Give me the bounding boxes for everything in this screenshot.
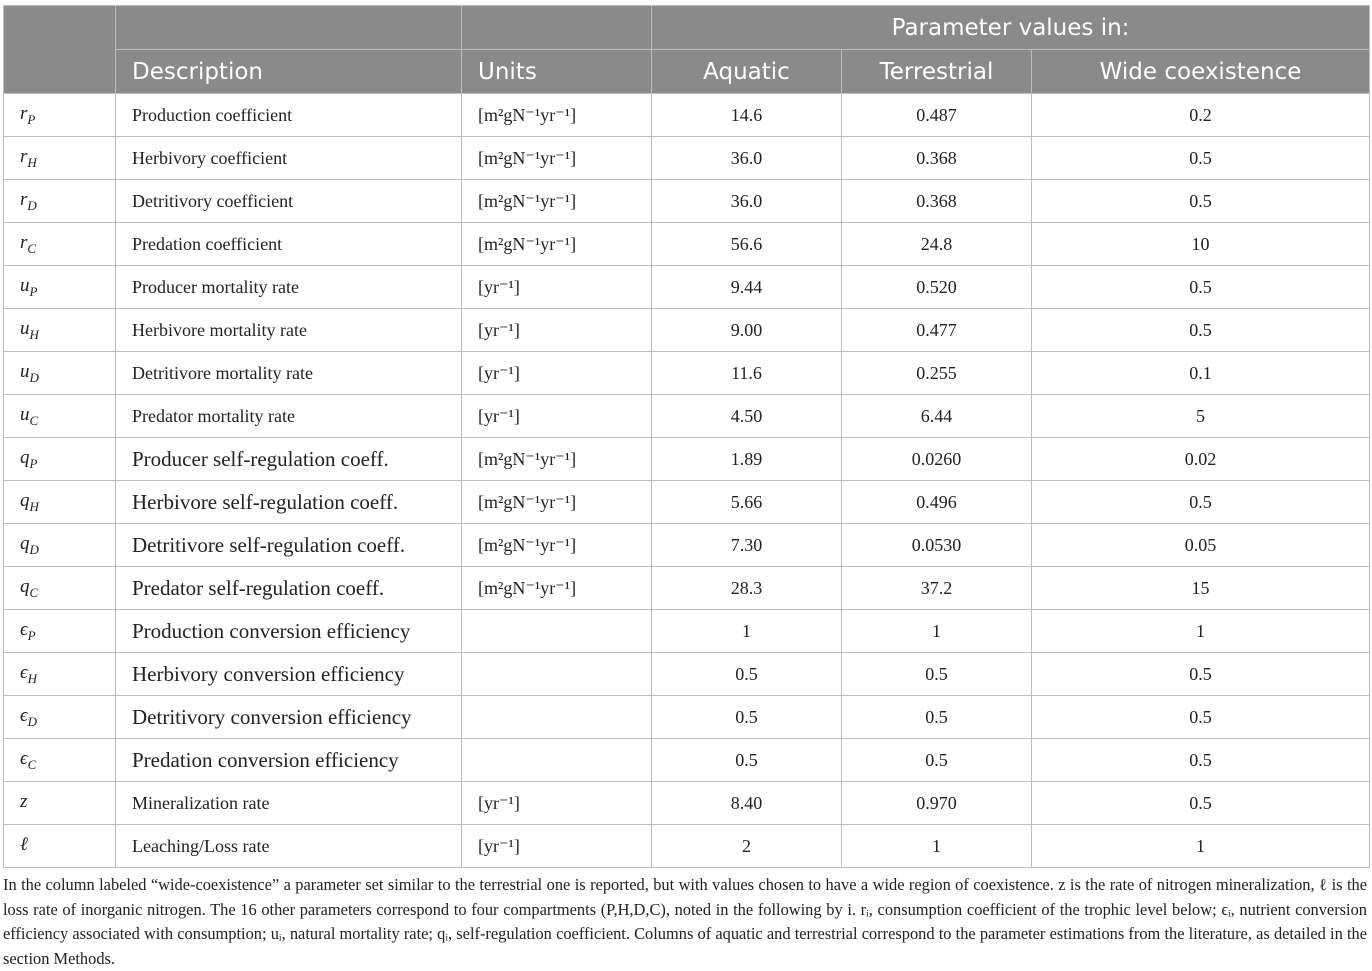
value-aquatic: 36.0	[652, 137, 842, 180]
value-wide-coexistence: 0.5	[1032, 782, 1370, 825]
table-row	[4, 309, 1370, 352]
parameter-symbol-base: ϵ	[20, 704, 28, 726]
value-aquatic: 0.5	[652, 696, 842, 739]
parameter-symbol	[4, 825, 116, 868]
parameter-symbol	[4, 696, 116, 739]
value-wide-coexistence: 5	[1032, 395, 1370, 438]
table-row	[4, 653, 1370, 696]
parameter-description: Predation conversion efficiency	[116, 739, 462, 782]
parameter-symbol-base: q	[20, 489, 30, 511]
parameter-symbol-subscript: P	[29, 455, 38, 471]
parameter-units: [m²gN⁻¹yr⁻¹]	[462, 481, 652, 524]
value-terrestrial: 1	[842, 610, 1032, 653]
parameter-symbol-base: r	[20, 102, 28, 124]
value-wide-coexistence: 1	[1032, 825, 1370, 868]
value-aquatic: 8.40	[652, 782, 842, 825]
parameter-description: Producer self-regulation coeff.	[116, 438, 462, 481]
value-terrestrial: 0.487	[842, 94, 1032, 137]
parameter-symbol-subscript: H	[27, 670, 38, 686]
parameter-description: Predator self-regulation coeff.	[116, 567, 462, 610]
parameter-description: Herbivory conversion efficiency	[116, 653, 462, 696]
table-caption: In the column labeled “wide-coexistence” a parameter set similar to the terrestrial one is reported, but with values chosen to have a wide region of coexistence. z is the rate of nitrogen mineralization, ℓ is the loss rate of inorganic nitrogen. The 16 other parameters correspond to four compartments (P,H,D,C), noted in the following by i. rᵢ, consumption coefficient of the trophic level below; ϵᵢ, nutrient conversion efficiency associated with consumption; uᵢ, natural mortality rate; qᵢ, self-regulation coefficient. Columns of aquatic and terrestrial correspond to the parameter estimations from the literature, as detailed in the section Methods.	[3, 875, 1367, 968]
parameter-symbol	[4, 567, 116, 610]
table-row	[4, 266, 1370, 309]
value-terrestrial: 0.5	[842, 739, 1032, 782]
parameter-symbol-subscript: P	[27, 111, 36, 127]
parameter-units: [yr⁻¹]	[462, 352, 652, 395]
parameter-symbol-base: u	[20, 317, 30, 339]
parameter-symbol-subscript: P	[27, 627, 36, 643]
parameter-description: Leaching/Loss rate	[116, 825, 462, 868]
value-aquatic: 5.66	[652, 481, 842, 524]
parameter-symbol-subscript: D	[27, 713, 38, 729]
parameter-units	[462, 653, 652, 696]
value-aquatic: 14.6	[652, 94, 842, 137]
parameter-description: Detritivore mortality rate	[116, 352, 462, 395]
value-terrestrial: 0.477	[842, 309, 1032, 352]
parameter-symbol	[4, 739, 116, 782]
value-aquatic: 2	[652, 825, 842, 868]
table-row	[4, 610, 1370, 653]
table-row	[4, 137, 1370, 180]
parameter-symbol	[4, 266, 116, 309]
value-wide-coexistence: 0.5	[1032, 653, 1370, 696]
parameter-description: Production coefficient	[116, 94, 462, 137]
value-wide-coexistence: 1	[1032, 610, 1370, 653]
parameter-symbol	[4, 352, 116, 395]
parameter-units	[462, 696, 652, 739]
parameter-symbol-base: r	[20, 188, 28, 210]
table-body	[4, 94, 1370, 868]
header-parameter-values: Parameter values in:	[652, 6, 1370, 50]
parameter-symbol	[4, 782, 116, 825]
value-wide-coexistence: 0.2	[1032, 94, 1370, 137]
header-description-top	[116, 6, 462, 50]
parameter-symbol-base: u	[20, 274, 30, 296]
value-wide-coexistence: 0.05	[1032, 524, 1370, 567]
parameter-symbol	[4, 309, 116, 352]
header-units: Units	[462, 50, 652, 94]
value-aquatic: 0.5	[652, 653, 842, 696]
parameter-description: Detritivory coefficient	[116, 180, 462, 223]
value-terrestrial: 0.970	[842, 782, 1032, 825]
parameter-symbol-base: ϵ	[20, 618, 28, 640]
parameter-description: Detritivory conversion efficiency	[116, 696, 462, 739]
parameter-symbol-subscript: C	[29, 584, 39, 600]
parameter-symbol-subscript: H	[27, 154, 37, 170]
value-terrestrial: 0.520	[842, 266, 1032, 309]
value-aquatic: 1	[652, 610, 842, 653]
parameter-symbol	[4, 653, 116, 696]
table-row	[4, 223, 1370, 266]
value-wide-coexistence: 0.5	[1032, 266, 1370, 309]
value-wide-coexistence: 0.5	[1032, 180, 1370, 223]
value-terrestrial: 37.2	[842, 567, 1032, 610]
parameter-symbol-base: u	[20, 403, 30, 425]
parameter-units: [yr⁻¹]	[462, 825, 652, 868]
parameter-units: [yr⁻¹]	[462, 395, 652, 438]
parameter-symbol-base: q	[20, 532, 30, 554]
value-wide-coexistence: 0.02	[1032, 438, 1370, 481]
parameter-symbol-subscript: D	[29, 541, 39, 557]
parameter-symbol	[4, 481, 116, 524]
parameter-symbol	[4, 94, 116, 137]
parameter-table-container	[3, 5, 1369, 868]
header-description: Description	[116, 50, 462, 94]
parameter-description: Herbivore mortality rate	[116, 309, 462, 352]
parameter-symbol-base: r	[20, 231, 28, 253]
value-wide-coexistence: 15	[1032, 567, 1370, 610]
table-row	[4, 438, 1370, 481]
parameter-symbol	[4, 223, 116, 266]
parameter-symbol-subscript: C	[29, 412, 39, 428]
parameter-units: [m²gN⁻¹yr⁻¹]	[462, 438, 652, 481]
parameter-symbol-subscript: H	[29, 498, 39, 514]
value-terrestrial: 1	[842, 825, 1032, 868]
header-wide-coexistence: Wide coexistence	[1032, 50, 1370, 94]
parameter-symbol-base: r	[20, 145, 28, 167]
value-terrestrial: 0.0260	[842, 438, 1032, 481]
parameter-description: Herbivore self-regulation coeff.	[116, 481, 462, 524]
value-aquatic: 9.44	[652, 266, 842, 309]
value-terrestrial: 0.5	[842, 653, 1032, 696]
parameter-table	[3, 5, 1370, 868]
table-row	[4, 782, 1370, 825]
parameter-symbol-base: ϵ	[20, 661, 28, 683]
parameter-symbol-subscript: C	[27, 240, 37, 256]
value-terrestrial: 0.255	[842, 352, 1032, 395]
value-terrestrial: 6.44	[842, 395, 1032, 438]
table-row	[4, 567, 1370, 610]
table-row	[4, 180, 1370, 223]
table-row	[4, 352, 1370, 395]
parameter-symbol-subscript: D	[27, 197, 37, 213]
parameter-units: [yr⁻¹]	[462, 266, 652, 309]
value-terrestrial: 0.0530	[842, 524, 1032, 567]
parameter-symbol	[4, 180, 116, 223]
table-row	[4, 481, 1370, 524]
table-row	[4, 739, 1370, 782]
parameter-units: [m²gN⁻¹yr⁻¹]	[462, 180, 652, 223]
parameter-units: [m²gN⁻¹yr⁻¹]	[462, 524, 652, 567]
value-aquatic: 11.6	[652, 352, 842, 395]
parameter-description: Production conversion efficiency	[116, 610, 462, 653]
parameter-symbol-base: z	[20, 790, 28, 812]
parameter-units: [m²gN⁻¹yr⁻¹]	[462, 567, 652, 610]
parameter-symbol-base: ℓ	[20, 833, 28, 855]
parameter-symbol-base: ϵ	[20, 747, 28, 769]
value-wide-coexistence: 0.5	[1032, 137, 1370, 180]
table-row	[4, 696, 1370, 739]
parameter-symbol-subscript: P	[29, 283, 38, 299]
parameter-symbol-subscript: H	[29, 326, 39, 342]
header-aquatic: Aquatic	[652, 50, 842, 94]
parameter-symbol	[4, 524, 116, 567]
parameter-symbol-base: u	[20, 360, 30, 382]
parameter-symbol-base: q	[20, 575, 30, 597]
value-aquatic: 1.89	[652, 438, 842, 481]
value-aquatic: 4.50	[652, 395, 842, 438]
parameter-symbol-subscript: C	[27, 756, 37, 772]
table-row	[4, 395, 1370, 438]
parameter-symbol	[4, 395, 116, 438]
value-aquatic: 9.00	[652, 309, 842, 352]
value-wide-coexistence: 0.5	[1032, 739, 1370, 782]
value-terrestrial: 0.5	[842, 696, 1032, 739]
table-row	[4, 524, 1370, 567]
value-terrestrial: 24.8	[842, 223, 1032, 266]
parameter-units: [m²gN⁻¹yr⁻¹]	[462, 94, 652, 137]
header-symbol-empty	[4, 6, 116, 94]
parameter-symbol-subscript: D	[29, 369, 39, 385]
table-row	[4, 94, 1370, 137]
value-aquatic: 36.0	[652, 180, 842, 223]
parameter-symbol	[4, 137, 116, 180]
value-terrestrial: 0.368	[842, 180, 1032, 223]
parameter-description: Producer mortality rate	[116, 266, 462, 309]
parameter-units: [m²gN⁻¹yr⁻¹]	[462, 223, 652, 266]
parameter-units: [yr⁻¹]	[462, 782, 652, 825]
parameter-description: Predation coefficient	[116, 223, 462, 266]
value-aquatic: 28.3	[652, 567, 842, 610]
parameter-units	[462, 739, 652, 782]
parameter-units	[462, 610, 652, 653]
parameter-symbol	[4, 610, 116, 653]
value-wide-coexistence: 10	[1032, 223, 1370, 266]
value-wide-coexistence: 0.5	[1032, 309, 1370, 352]
parameter-description: Detritivore self-regulation coeff.	[116, 524, 462, 567]
value-wide-coexistence: 0.1	[1032, 352, 1370, 395]
value-aquatic: 7.30	[652, 524, 842, 567]
value-wide-coexistence: 0.5	[1032, 696, 1370, 739]
parameter-description: Mineralization rate	[116, 782, 462, 825]
parameter-units: [m²gN⁻¹yr⁻¹]	[462, 137, 652, 180]
table-row	[4, 825, 1370, 868]
value-aquatic: 0.5	[652, 739, 842, 782]
parameter-symbol-base: q	[20, 446, 30, 468]
parameter-description: Predator mortality rate	[116, 395, 462, 438]
value-aquatic: 56.6	[652, 223, 842, 266]
header-units-top	[462, 6, 652, 50]
parameter-symbol	[4, 438, 116, 481]
parameter-units: [yr⁻¹]	[462, 309, 652, 352]
parameter-description: Herbivory coefficient	[116, 137, 462, 180]
value-wide-coexistence: 0.5	[1032, 481, 1370, 524]
value-terrestrial: 0.368	[842, 137, 1032, 180]
header-terrestrial: Terrestrial	[842, 50, 1032, 94]
value-terrestrial: 0.496	[842, 481, 1032, 524]
